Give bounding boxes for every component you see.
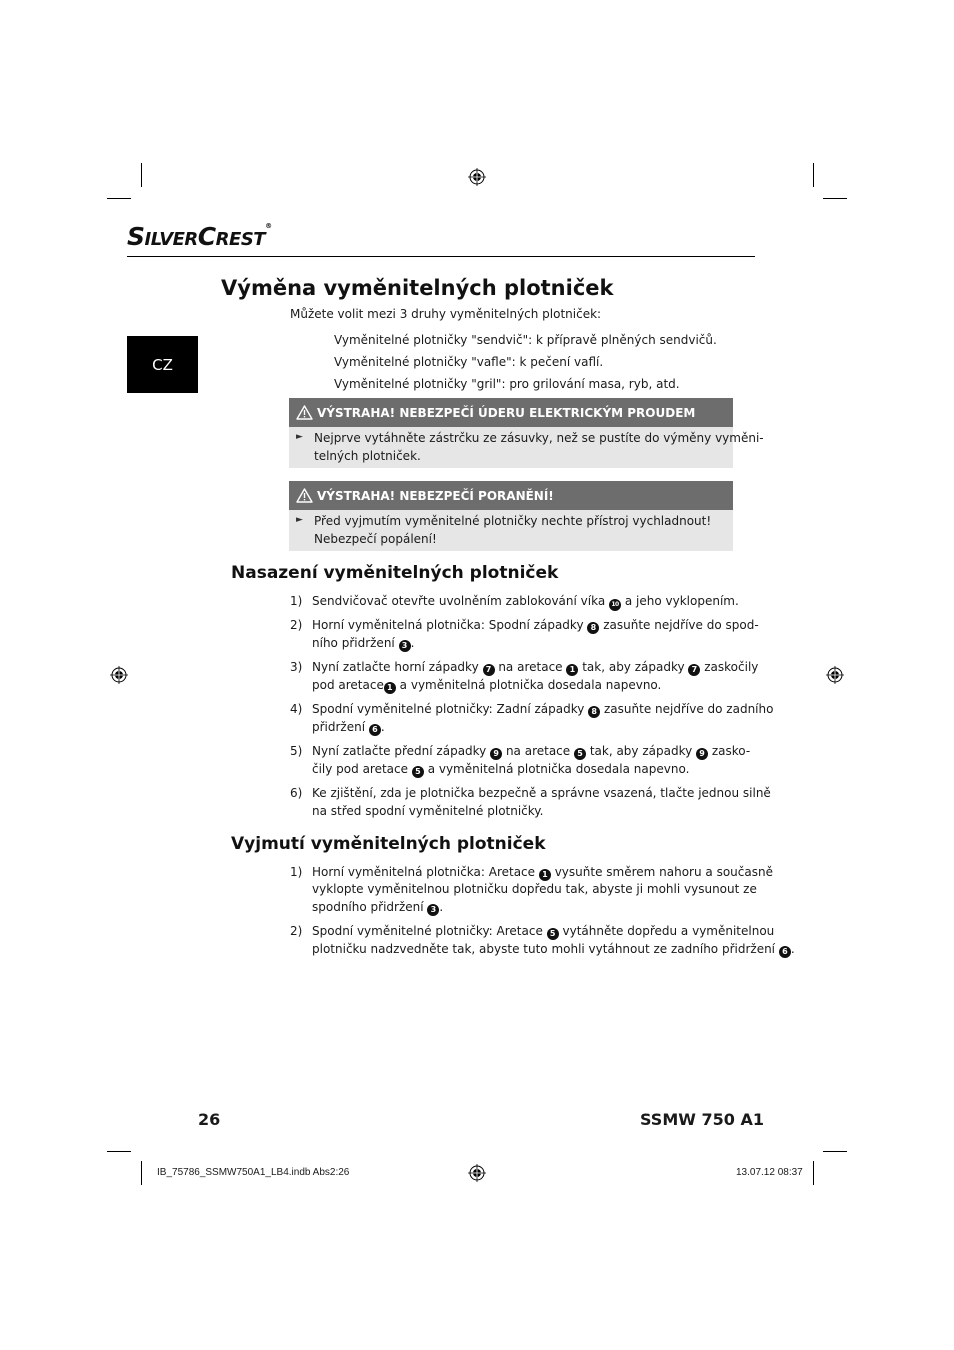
- list-item: Vyměnitelné plotničky "vafle": k pečení vaflí.: [334, 355, 604, 369]
- part-number-badge: 1: [384, 682, 396, 694]
- step-text: [312, 898, 443, 916]
- step-number: 1): [290, 865, 303, 879]
- step-text: [312, 922, 774, 940]
- text-run: Horní vyměnitelná plotnička: Aretace: [312, 865, 536, 879]
- warning-triangle-icon: [296, 405, 313, 420]
- registration-mark-icon: [110, 666, 128, 684]
- text-run: zasuňte nejdříve do spod-: [603, 618, 759, 632]
- text-run: čily pod aretace: [312, 762, 409, 776]
- model-name: SSMW 750 A1: [640, 1110, 764, 1129]
- warning-text: Nejprve vytáhněte zástrčku ze zásuvky, než se pustíte do výměny vyměni-: [314, 431, 764, 445]
- warning-body: [289, 427, 764, 468]
- section-title: Nasazení vyměnitelných plotniček: [231, 563, 559, 583]
- logo-letter: S: [127, 222, 145, 251]
- step-number: 5): [290, 744, 303, 758]
- step-text: [312, 616, 759, 634]
- part-number-badge: 6: [369, 724, 381, 736]
- step-number: 4): [290, 702, 303, 716]
- language-tab: CZ: [127, 336, 198, 393]
- warning-text: Nebezpečí popálení!: [314, 532, 437, 546]
- registration-mark-icon: [468, 1164, 486, 1182]
- part-number-badge: 5: [547, 928, 559, 940]
- part-number-badge: 9: [490, 748, 502, 760]
- step-number: 6): [290, 786, 303, 800]
- text-run: zaskočily: [704, 660, 759, 674]
- text-run: .: [439, 900, 444, 914]
- logo-letter: C: [197, 222, 216, 251]
- part-number-badge: 7: [483, 664, 495, 676]
- list-item: Vyměnitelné plotničky "sendvič": k přípravě plněných sendvičů.: [334, 333, 717, 347]
- text-run: zasuňte nejdříve do zadního: [604, 702, 774, 716]
- step-number: 1): [290, 594, 303, 608]
- warning-header: [289, 398, 733, 427]
- step-text: [312, 940, 795, 958]
- text-run: ního přidržení: [312, 636, 395, 650]
- text-run: .: [790, 942, 795, 956]
- part-number-badge: 1: [566, 664, 578, 676]
- registered-mark: ®: [265, 222, 272, 230]
- step-text: [312, 863, 773, 881]
- crop-mark: [823, 198, 847, 199]
- warning-title: VÝSTRAHA! NEBEZPEČÍ ÚDERU ELEKTRICKÝM PROUDEM: [317, 405, 696, 420]
- crop-mark: [813, 1161, 814, 1185]
- text-run: Horní vyměnitelná plotnička: Spodní západky: [312, 618, 584, 632]
- text-run: vytáhněte dopředu a vyměnitelnou: [562, 924, 775, 938]
- step-number: 2): [290, 618, 303, 632]
- text-run: Nyní zatlačte horní západky: [312, 660, 479, 674]
- step-text: [312, 634, 414, 652]
- step-text: Ke zjištění, zda je plotnička bezpečně a správne vsazená, tlačte jednou silně: [312, 786, 771, 800]
- warning-triangle-icon: [296, 488, 313, 503]
- part-number-badge: 5: [412, 766, 424, 778]
- part-number-badge: 1: [539, 869, 551, 881]
- text-run: Sendvičovač otevřte uvolněním zablokování víka: [312, 594, 606, 608]
- warning-text: telných plotniček.: [314, 449, 421, 463]
- crop-mark: [141, 1161, 142, 1185]
- list-item: Vyměnitelné plotničky "gril": pro grilování masa, ryb, atd.: [334, 377, 680, 391]
- crop-mark: [141, 163, 142, 187]
- text-run: vysuňte směrem nahoru a současně: [554, 865, 773, 879]
- header-rule: [127, 256, 755, 257]
- step-text: [312, 592, 739, 611]
- warning-header: [289, 481, 733, 510]
- text-run: zasko-: [711, 744, 751, 758]
- text-run: na aretace: [505, 744, 571, 758]
- part-number-badge: 3: [399, 640, 411, 652]
- page-title: Výměna vyměnitelných plotniček: [221, 276, 614, 300]
- part-number-badge: 7: [688, 664, 700, 676]
- slug-date: 13.07.12 08:37: [736, 1167, 803, 1178]
- text-run: Spodní vyměnitelné plotničky: Aretace: [312, 924, 543, 938]
- warning-body: [289, 510, 733, 551]
- step-text: [312, 658, 758, 676]
- step-text: na střed spodní vyměnitelné plotničky.: [312, 804, 544, 818]
- text-run: Spodní vyměnitelné plotničky: Zadní západky: [312, 702, 585, 716]
- registration-mark-icon: [468, 168, 486, 186]
- slug-file: IB_75786_SSMW750A1_LB4.indb Abs2:26: [157, 1167, 350, 1178]
- text-run: a vyměnitelná plotnička dosedala napevno.: [427, 762, 690, 776]
- part-number-badge: 5: [574, 748, 586, 760]
- text-run: a jeho vyklopením.: [624, 594, 739, 608]
- step-number: 2): [290, 924, 303, 938]
- registration-mark-icon: [826, 666, 844, 684]
- text-run: .: [410, 636, 415, 650]
- step-text: [312, 700, 773, 718]
- crop-mark: [813, 163, 814, 187]
- text-run: plotničku nadzvedněte tak, abyste tuto mohli vytáhnout ze zadního přidržení: [312, 942, 776, 956]
- text-run: tak, aby západky: [582, 660, 685, 674]
- text-run: .: [380, 720, 385, 734]
- warning-title: VÝSTRAHA! NEBEZPEČÍ PORANĚNÍ!: [317, 488, 554, 503]
- logo-letters: REST: [215, 229, 266, 250]
- text-run: přidržení: [312, 720, 366, 734]
- arrow-bullet-icon: ►: [296, 432, 303, 442]
- intro-text: Můžete volit mezi 3 druhy vyměnitelných plotniček:: [290, 307, 602, 321]
- part-number-badge: 8: [588, 706, 600, 718]
- logo-letters: ILVER: [144, 229, 198, 250]
- crop-mark: [107, 1151, 131, 1152]
- text-run: a vyměnitelná plotnička dosedala napevno.: [399, 678, 662, 692]
- text-run: spodního přidržení: [312, 900, 424, 914]
- step-text: [312, 742, 750, 760]
- step-text: [312, 718, 385, 736]
- step-text: vyklopte vyměnitelnou plotničku dopředu tak, abyste ji mohli vysunout ze: [312, 882, 757, 896]
- text-run: tak, aby západky: [589, 744, 693, 758]
- step-number: 3): [290, 660, 303, 674]
- crop-mark: [823, 1151, 847, 1152]
- part-number-badge: 10: [609, 599, 621, 611]
- arrow-bullet-icon: ►: [296, 515, 303, 525]
- part-number-badge: 9: [696, 748, 708, 760]
- text-run: Nyní zatlačte přední západky: [312, 744, 487, 758]
- step-text: [312, 760, 689, 778]
- part-number-badge: 6: [779, 946, 791, 958]
- part-number-badge: 8: [587, 622, 599, 634]
- part-number-badge: 3: [427, 904, 439, 916]
- crop-mark: [107, 198, 131, 199]
- page-number: 26: [198, 1110, 221, 1129]
- brand-logo: [127, 222, 272, 251]
- text-run: pod aretace: [312, 678, 384, 692]
- section-title: Vyjmutí vyměnitelných plotniček: [231, 834, 546, 854]
- warning-text: Před vyjmutím vyměnitelné plotničky nechte přístroj vychladnout!: [314, 514, 712, 528]
- step-text: [312, 676, 661, 694]
- text-run: na aretace: [498, 660, 563, 674]
